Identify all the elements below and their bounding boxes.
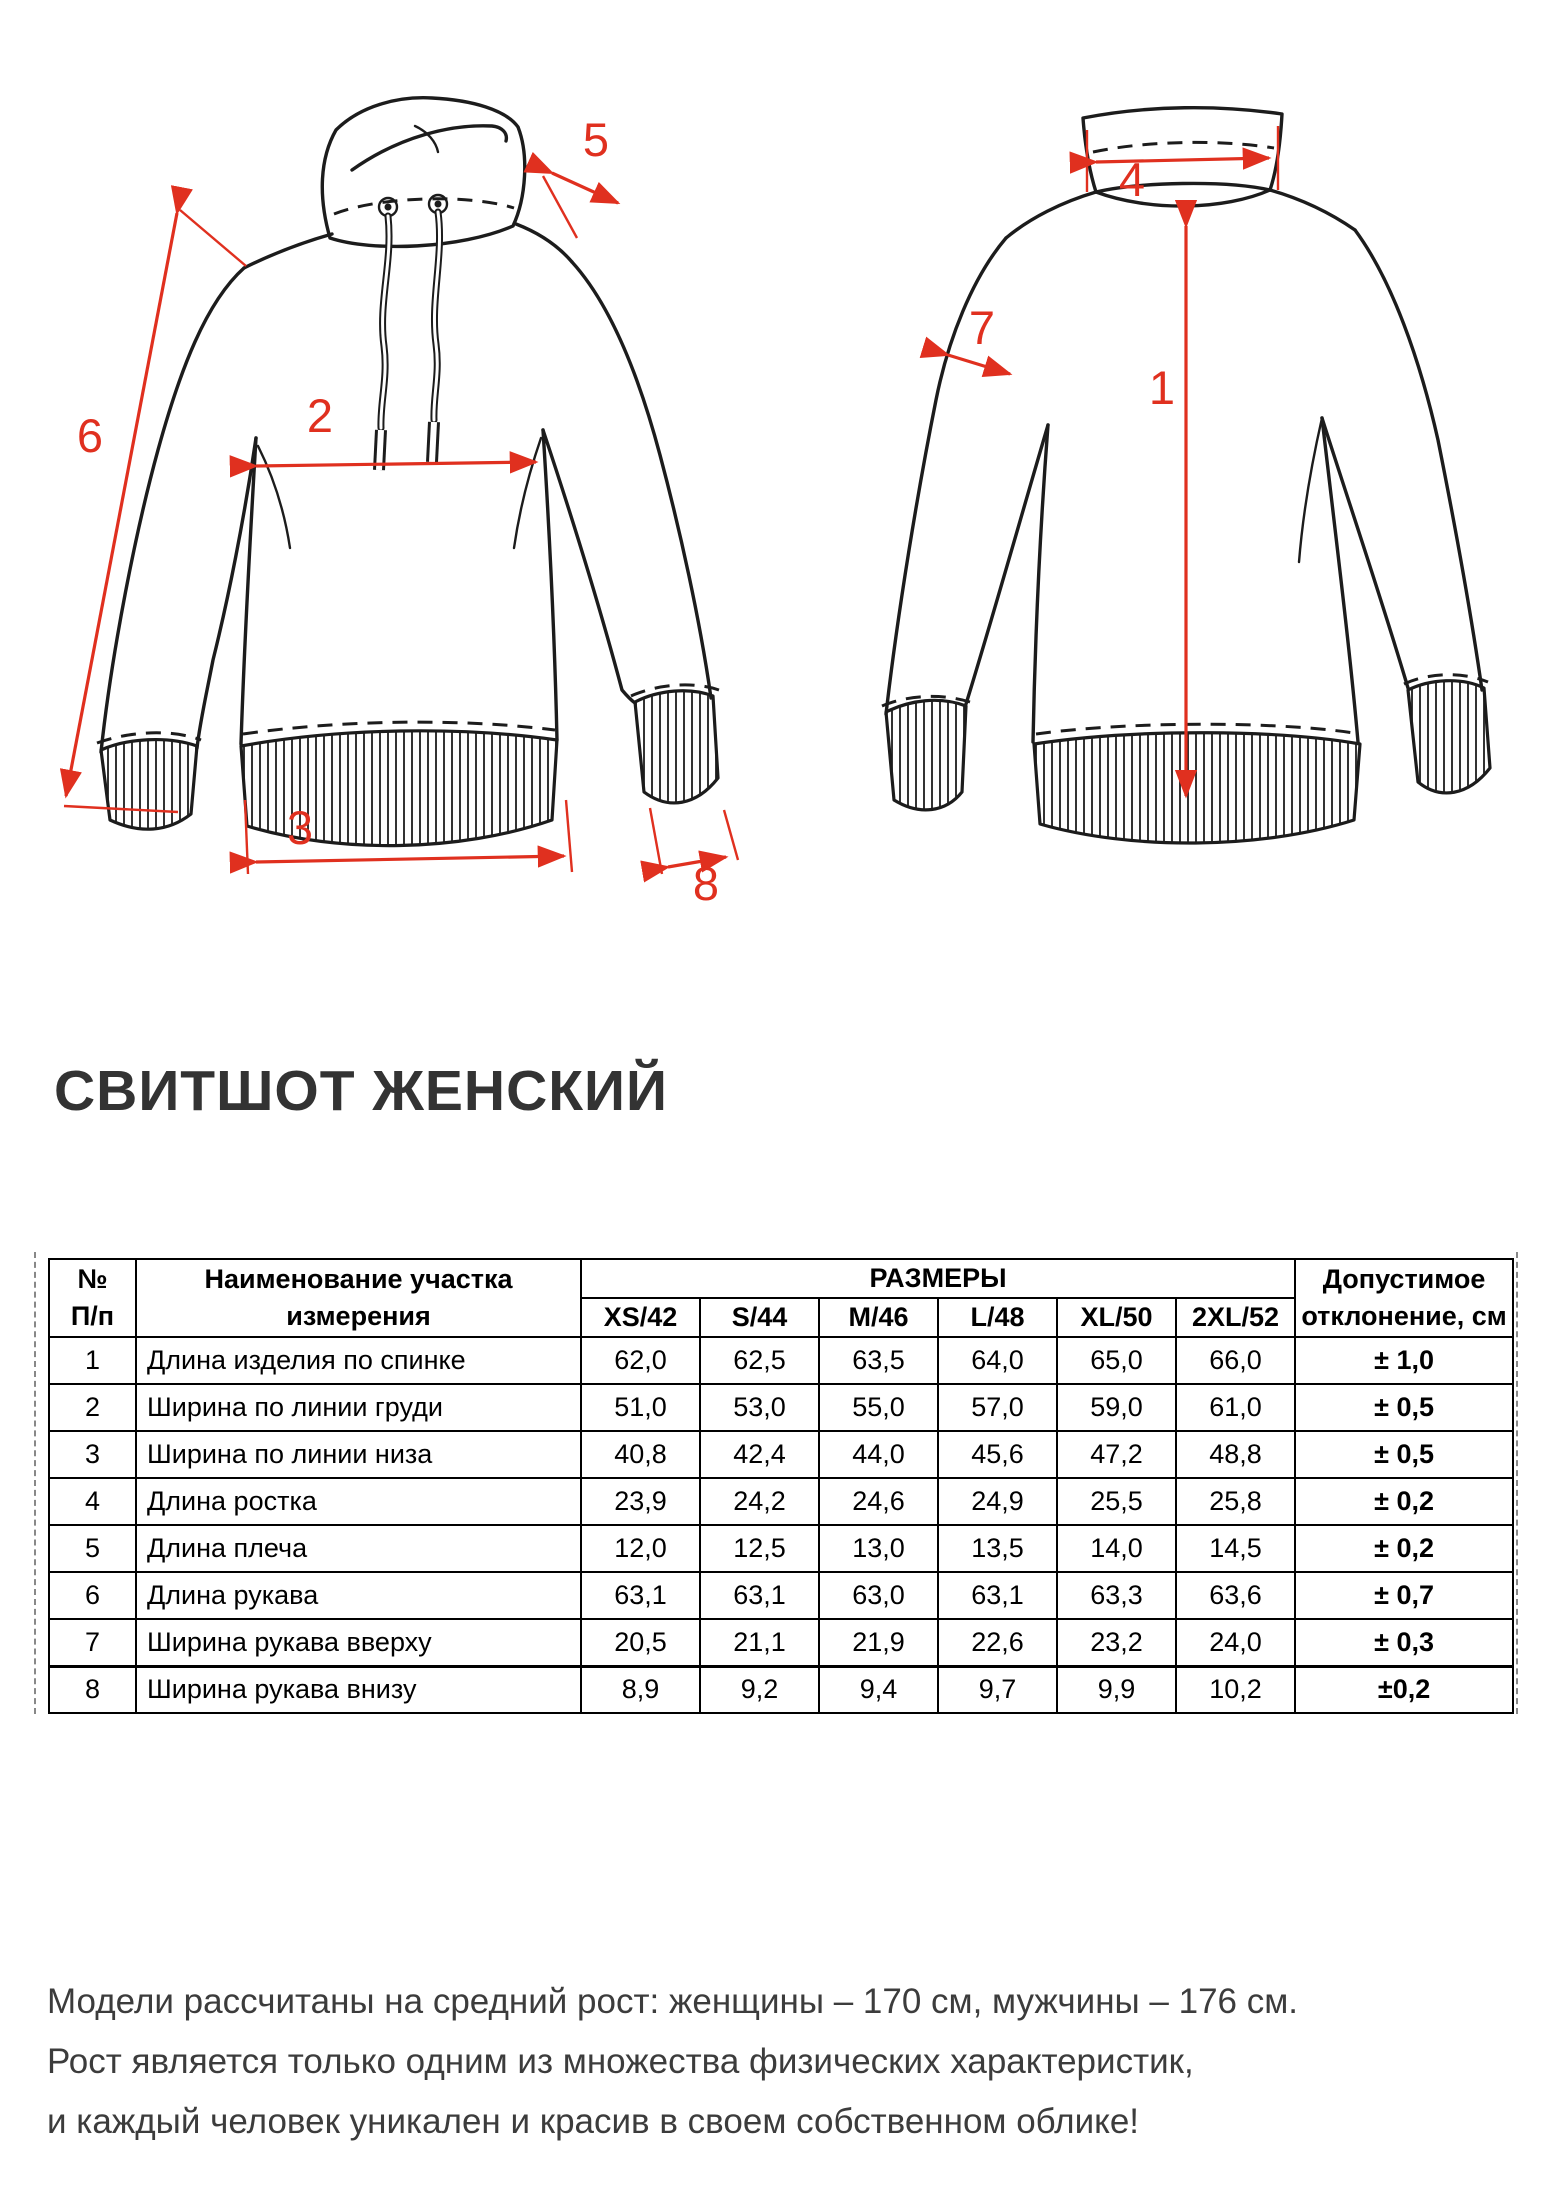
- measurement-name-cell: Длина рукава: [136, 1572, 581, 1619]
- size-value-cell: 25,8: [1176, 1478, 1295, 1525]
- dimension-label-6: 6: [76, 409, 104, 462]
- back-collar: [1083, 108, 1282, 192]
- table-row: [49, 1431, 1513, 1478]
- size-value-cell: 42,4: [700, 1431, 819, 1478]
- size-value-cell: 63,1: [938, 1572, 1057, 1619]
- size-table: [48, 1258, 1514, 1714]
- table-header-row: [49, 1259, 1513, 1298]
- size-header-xl: XL/50: [1057, 1298, 1176, 1337]
- measurement-name-cell: Ширина рукава внизу: [136, 1666, 581, 1713]
- size-value-cell: 13,5: [938, 1525, 1057, 1572]
- front-collar: [322, 98, 524, 247]
- size-header-2xl: 2XL/52: [1176, 1298, 1295, 1337]
- dimension-label-7: 7: [968, 301, 996, 354]
- row-number-cell: 7: [49, 1619, 136, 1666]
- garment-diagram: [0, 0, 1542, 960]
- size-value-cell: 9,2: [700, 1666, 819, 1713]
- dimension-label-3: 3: [286, 801, 314, 854]
- tolerance-cell: ± 0,2: [1295, 1525, 1513, 1572]
- dimension-label-2: 2: [306, 389, 334, 442]
- dimension-label-8: 8: [692, 857, 720, 910]
- dimension-label-4: 4: [1118, 153, 1146, 206]
- size-header-l: L/48: [938, 1298, 1057, 1337]
- page-title: СВИТШОТ ЖЕНСКИЙ: [54, 1059, 668, 1123]
- size-value-cell: 22,6: [938, 1619, 1057, 1666]
- footer-note: [47, 1972, 1298, 2152]
- arrow-6-sleeve-length: [66, 213, 177, 796]
- size-value-cell: 48,8: [1176, 1431, 1295, 1478]
- column-header-sizes: РАЗМЕРЫ: [581, 1259, 1295, 1298]
- size-value-cell: 63,3: [1057, 1572, 1176, 1619]
- front-left-cuff: [101, 740, 197, 830]
- size-header-m: M/46: [819, 1298, 938, 1337]
- size-value-cell: 51,0: [581, 1384, 700, 1431]
- arrow-2-chest-width: [256, 462, 536, 466]
- size-value-cell: 61,0: [1176, 1384, 1295, 1431]
- measurement-name-cell: Длина плеча: [136, 1525, 581, 1572]
- size-value-cell: 23,9: [581, 1478, 700, 1525]
- table-row: [49, 1478, 1513, 1525]
- size-header-s: S/44: [700, 1298, 819, 1337]
- size-value-cell: 62,0: [581, 1337, 700, 1384]
- row-number-cell: 3: [49, 1431, 136, 1478]
- drawstrings: [379, 212, 440, 470]
- back-dimension-arrows: [948, 126, 1278, 796]
- size-value-cell: 47,2: [1057, 1431, 1176, 1478]
- size-value-cell: 14,5: [1176, 1525, 1295, 1572]
- size-value-cell: 8,9: [581, 1666, 700, 1713]
- measurement-name-cell: Длина ростка: [136, 1478, 581, 1525]
- row-number-cell: 6: [49, 1572, 136, 1619]
- column-header-measurement: Наименование участка измерения: [136, 1259, 581, 1337]
- arrow-5-shoulder-length: [552, 173, 618, 203]
- size-header-xs: XS/42: [581, 1298, 700, 1337]
- size-value-cell: 12,0: [581, 1525, 700, 1572]
- tolerance-cell: ±0,2: [1295, 1666, 1513, 1713]
- column-header-tolerance: Допустимое отклонение, см: [1295, 1259, 1513, 1337]
- tolerance-cell: ± 0,7: [1295, 1572, 1513, 1619]
- size-value-cell: 45,6: [938, 1431, 1057, 1478]
- size-value-cell: 23,2: [1057, 1619, 1176, 1666]
- measurement-name-cell: Ширина по линии низа: [136, 1431, 581, 1478]
- tolerance-cell: ± 1,0: [1295, 1337, 1513, 1384]
- size-value-cell: 63,1: [581, 1572, 700, 1619]
- back-view-sketch: [882, 108, 1490, 843]
- size-value-cell: 9,4: [819, 1666, 938, 1713]
- size-value-cell: 40,8: [581, 1431, 700, 1478]
- size-value-cell: 65,0: [1057, 1337, 1176, 1384]
- measurement-name-cell: Ширина по линии груди: [136, 1384, 581, 1431]
- size-value-cell: 53,0: [700, 1384, 819, 1431]
- size-value-cell: 20,5: [581, 1619, 700, 1666]
- front-view-sketch: [64, 98, 738, 874]
- arrow-3-hem-width: [256, 856, 564, 862]
- back-left-cuff: [886, 700, 966, 810]
- back-right-cuff: [1408, 681, 1490, 793]
- size-value-cell: 24,6: [819, 1478, 938, 1525]
- front-right-cuff: [635, 691, 718, 803]
- size-value-cell: 25,5: [1057, 1478, 1176, 1525]
- tolerance-cell: ± 0,5: [1295, 1384, 1513, 1431]
- table-row: [49, 1619, 1513, 1666]
- size-value-cell: 63,6: [1176, 1572, 1295, 1619]
- size-value-cell: 12,5: [700, 1525, 819, 1572]
- back-right-sleeve: [1355, 230, 1482, 690]
- row-number-cell: 5: [49, 1525, 136, 1572]
- dimension-label-1: 1: [1148, 361, 1176, 414]
- size-value-cell: 21,1: [700, 1619, 819, 1666]
- size-value-cell: 44,0: [819, 1431, 938, 1478]
- tolerance-cell: ± 0,2: [1295, 1478, 1513, 1525]
- footer-line: и каждый человек уникален и красив в своем собственном облике!: [47, 2102, 1140, 2141]
- row-number-cell: 2: [49, 1384, 136, 1431]
- size-value-cell: 66,0: [1176, 1337, 1295, 1384]
- table-row: [49, 1384, 1513, 1431]
- size-value-cell: 57,0: [938, 1384, 1057, 1431]
- dimension-label-5: 5: [582, 113, 610, 166]
- arrow-7-upper-sleeve-width: [948, 355, 1010, 374]
- table-row: [49, 1666, 1513, 1713]
- front-left-sleeve: [101, 268, 244, 752]
- row-number-cell: 1: [49, 1337, 136, 1384]
- measurement-name-cell: Ширина рукава вверху: [136, 1619, 581, 1666]
- size-value-cell: 63,5: [819, 1337, 938, 1384]
- row-number-cell: 4: [49, 1478, 136, 1525]
- size-value-cell: 21,9: [819, 1619, 938, 1666]
- size-value-cell: 10,2: [1176, 1666, 1295, 1713]
- size-value-cell: 9,9: [1057, 1666, 1176, 1713]
- back-hem-rib: [1034, 733, 1360, 843]
- size-value-cell: 24,0: [1176, 1619, 1295, 1666]
- page-guide-right: [1516, 1252, 1518, 1714]
- size-value-cell: 55,0: [819, 1384, 938, 1431]
- measurement-name-cell: Длина изделия по спинке: [136, 1337, 581, 1384]
- size-value-cell: 63,0: [819, 1572, 938, 1619]
- column-header-number: № П/п: [49, 1259, 136, 1337]
- size-value-cell: 63,1: [700, 1572, 819, 1619]
- size-value-cell: 9,7: [938, 1666, 1057, 1713]
- size-value-cell: 13,0: [819, 1525, 938, 1572]
- footer-line: Модели рассчитаны на средний рост: женщины – 170 см, мужчины – 176 см.: [47, 1982, 1299, 2021]
- size-value-cell: 24,9: [938, 1478, 1057, 1525]
- table-row: [49, 1525, 1513, 1572]
- front-right-sleeve: [572, 262, 711, 698]
- footer-line: Рост является только одним из множества физических характеристик,: [47, 2042, 1194, 2081]
- size-value-cell: 24,2: [700, 1478, 819, 1525]
- size-value-cell: 59,0: [1057, 1384, 1176, 1431]
- size-value-cell: 14,0: [1057, 1525, 1176, 1572]
- page-guide-left: [34, 1252, 36, 1714]
- tolerance-cell: ± 0,5: [1295, 1431, 1513, 1478]
- size-value-cell: 64,0: [938, 1337, 1057, 1384]
- size-value-cell: 62,5: [700, 1337, 819, 1384]
- table-row: [49, 1572, 1513, 1619]
- size-table-body: [49, 1337, 1513, 1713]
- row-number-cell: 8: [49, 1666, 136, 1713]
- table-row: [49, 1337, 1513, 1384]
- tolerance-cell: ± 0,3: [1295, 1619, 1513, 1666]
